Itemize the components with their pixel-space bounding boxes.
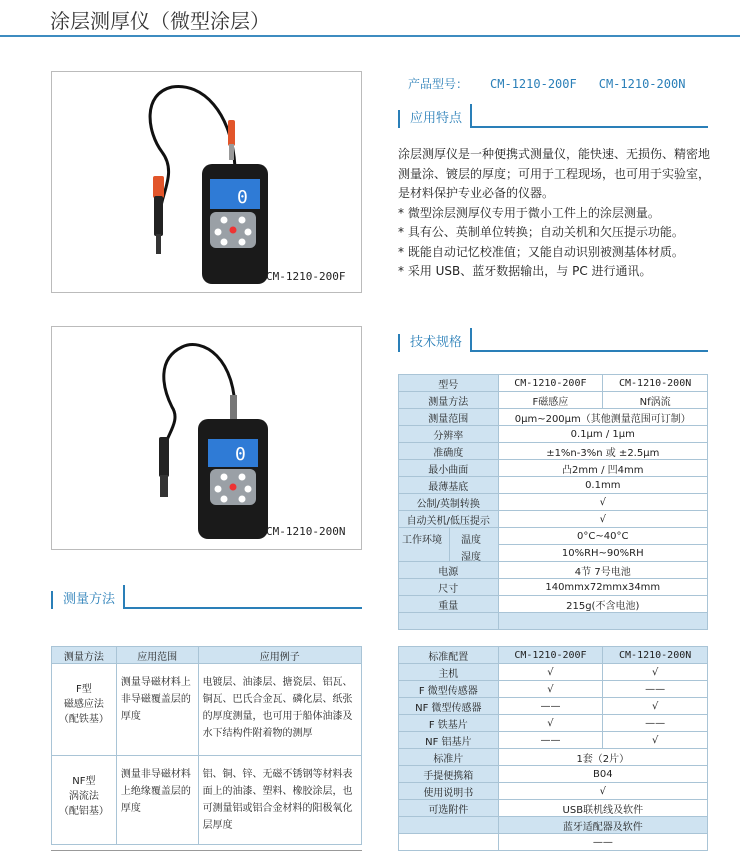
spec-value: 0°C~40°C <box>498 528 707 545</box>
spec-value: 10%RH~90%RH <box>498 545 707 562</box>
column-header: 应用范围 <box>116 647 198 664</box>
table-row <box>399 392 708 409</box>
bottom-divider <box>51 850 362 851</box>
feature-bullet: * 既能自动记忆校准值；又能自动识别被测基体材质。 <box>398 244 684 259</box>
table-row <box>399 732 708 749</box>
config-value: √ <box>498 783 707 800</box>
method-name: 涡流法 <box>68 791 99 802</box>
feature-bullet: * 具有公、英制单位转换；自动关机和欠压提示功能。 <box>398 225 684 239</box>
table-row <box>399 562 708 579</box>
table-row <box>399 800 708 817</box>
spec-label: 最薄基底 <box>399 477 499 494</box>
spec-value: 0.1μm / 1μm <box>498 426 707 443</box>
spec-value: 0μm~200μm（其他测量范围可订制） <box>498 409 707 426</box>
config-label <box>399 817 499 834</box>
table-row <box>399 409 708 426</box>
spec-value: ±1%n-3%n 或 ±2.5μm <box>498 443 707 460</box>
product-photo-f <box>51 71 362 293</box>
method-heading <box>51 587 362 609</box>
table-row <box>399 613 708 630</box>
spec-value: 4节 7号电池 <box>498 562 707 579</box>
photo-caption: CM-1210-200F <box>266 270 346 283</box>
method-range: 测量导磁材料上非导磁覆盖层的厚度 <box>116 664 198 756</box>
table-row <box>52 756 362 845</box>
table-row <box>399 715 708 732</box>
config-value: √ <box>498 664 603 681</box>
spec-label: 尺寸 <box>399 579 499 596</box>
spec-label: 电源 <box>399 562 499 579</box>
config-label: 标准片 <box>399 749 499 766</box>
svg-text:0: 0 <box>237 187 248 208</box>
table-row <box>399 698 708 715</box>
table-row <box>399 460 708 477</box>
thickness-gauge-image <box>52 72 363 294</box>
config-value: 蓝牙适配器及软件 <box>498 817 707 834</box>
specs-table <box>398 374 708 630</box>
spec-label: 分辨率 <box>399 426 499 443</box>
product-models <box>408 75 707 92</box>
spec-value: F磁感应 <box>498 392 603 409</box>
spec-value: 140mmx72mmx34mm <box>498 579 707 596</box>
table-row <box>399 528 708 545</box>
table-row <box>399 477 708 494</box>
spec-value: Nf涡流 <box>603 392 708 409</box>
column-header: 应用例子 <box>198 647 361 664</box>
config-label <box>399 834 499 851</box>
table-row <box>399 426 708 443</box>
config-value: √ <box>498 681 603 698</box>
model-f: CM-1210-200F <box>490 77 577 91</box>
config-label: F 微型传感器 <box>399 681 499 698</box>
page-title: 涂层测厚仪（微型涂层） <box>50 9 270 33</box>
spec-label <box>399 528 499 562</box>
config-value: —— <box>498 732 603 749</box>
config-value: —— <box>498 834 707 851</box>
method-name: NF型 <box>72 776 96 787</box>
model-n: CM-1210-200N <box>598 77 686 91</box>
method-range: 测量非导磁材料上绝缘覆盖层的厚度 <box>116 756 198 845</box>
feature-bullet: * 采用 USB、蓝牙数据输出，与 PC 进行通讯。 <box>398 264 652 278</box>
table-row <box>399 375 708 392</box>
spec-value: 凸2mm / 凹4mm <box>498 460 707 477</box>
method-table <box>51 646 362 845</box>
title-divider <box>0 35 740 37</box>
config-value: —— <box>603 681 708 698</box>
table-row <box>52 664 362 756</box>
config-value: 1套（2片） <box>498 749 707 766</box>
env-label: 工作环境 <box>402 535 442 546</box>
config-value: —— <box>498 698 603 715</box>
features-intro: 涂层测厚仪是一种便携式测量仪，能快速、无损伤、精密地测量涂、镀层的厚度；可用于工程现场，也可用于实验室，是材料保护专业必备的仪器。 <box>398 147 711 200</box>
config-value: √ <box>603 664 708 681</box>
table-row <box>399 596 708 613</box>
spec-value: √ <box>498 511 707 528</box>
spec-label: 型号 <box>399 375 499 392</box>
config-value: USB联机线及软件 <box>498 800 707 817</box>
product-photo-n <box>51 326 362 550</box>
table-row <box>399 817 708 834</box>
config-value: √ <box>498 715 603 732</box>
spec-value: 215g(不含电池) <box>498 596 707 613</box>
table-row <box>399 511 708 528</box>
models-label: 产品型号： <box>408 77 469 91</box>
table-row <box>399 766 708 783</box>
specs-heading-label: 技术规格 <box>398 328 472 352</box>
method-example: 电镀层、油漆层、搪瓷层、铝瓦、铜瓦、巴氏合金瓦、磷化层、纸张的厚度测量，也可用于船体油漆及水下结构件附着物的测厚 <box>198 664 361 756</box>
spec-value: √ <box>498 494 707 511</box>
specs-heading <box>398 330 708 352</box>
config-label: 可选附件 <box>399 800 499 817</box>
method-name: F型 <box>76 684 92 695</box>
table-row <box>399 579 708 596</box>
temp-label: 温度 <box>461 535 481 546</box>
spec-label: 测量范围 <box>399 409 499 426</box>
spec-label: 测量方法 <box>399 392 499 409</box>
features-heading <box>398 106 708 128</box>
config-label: 手提便携箱 <box>399 766 499 783</box>
table-row <box>399 681 708 698</box>
spec-value: CM-1210-200N <box>603 375 708 392</box>
spec-label: 重量 <box>399 596 499 613</box>
method-cell <box>52 756 117 845</box>
feature-bullet: * 微型涂层测厚仪专用于微小工件上的涂层测量。 <box>398 205 660 220</box>
table-row <box>399 664 708 681</box>
config-label: NF 微型传感器 <box>399 698 499 715</box>
spec-value: 0.1mm <box>498 477 707 494</box>
table-row <box>399 749 708 766</box>
method-name: （配铝基） <box>58 806 109 817</box>
config-label: NF 铝基片 <box>399 732 499 749</box>
table-row <box>399 834 708 851</box>
method-cell <box>52 664 117 756</box>
column-header: 测量方法 <box>52 647 117 664</box>
config-value: CM-1210-200F <box>498 647 603 664</box>
config-value: CM-1210-200N <box>603 647 708 664</box>
table-row <box>399 494 708 511</box>
config-label: 标准配置 <box>399 647 499 664</box>
config-label: F 铁基片 <box>399 715 499 732</box>
table-row <box>399 783 708 800</box>
table-header <box>52 647 362 664</box>
table-row <box>399 443 708 460</box>
config-value: B04 <box>498 766 707 783</box>
spec-value: CM-1210-200F <box>498 375 603 392</box>
config-label: 使用说明书 <box>399 783 499 800</box>
hum-label: 湿度 <box>461 552 481 563</box>
method-name: （配铁基） <box>58 714 109 725</box>
method-name: 磁感应法 <box>63 699 104 710</box>
table-row <box>399 647 708 664</box>
method-example: 铝、铜、锌、无磁不锈钢等材料表面上的油漆、塑料、橡胶涂层，也可测量铝或铝合金材料的阳极氧化层厚度 <box>198 756 361 845</box>
features-text <box>398 145 718 282</box>
spec-label: 准确度 <box>399 443 499 460</box>
config-table <box>398 646 708 851</box>
features-heading-label: 应用特点 <box>398 104 472 128</box>
config-value: √ <box>603 732 708 749</box>
spec-label: 最小曲面 <box>399 460 499 477</box>
spec-label: 公制/英制转换 <box>399 494 499 511</box>
thickness-gauge-image <box>52 327 363 551</box>
config-value: √ <box>603 698 708 715</box>
method-heading-label: 测量方法 <box>51 585 125 609</box>
spec-label: 自动关机/低压提示 <box>399 511 499 528</box>
config-label: 主机 <box>399 664 499 681</box>
config-value: —— <box>603 715 708 732</box>
svg-text:0: 0 <box>235 444 246 465</box>
photo-caption: CM-1210-200N <box>266 525 346 538</box>
